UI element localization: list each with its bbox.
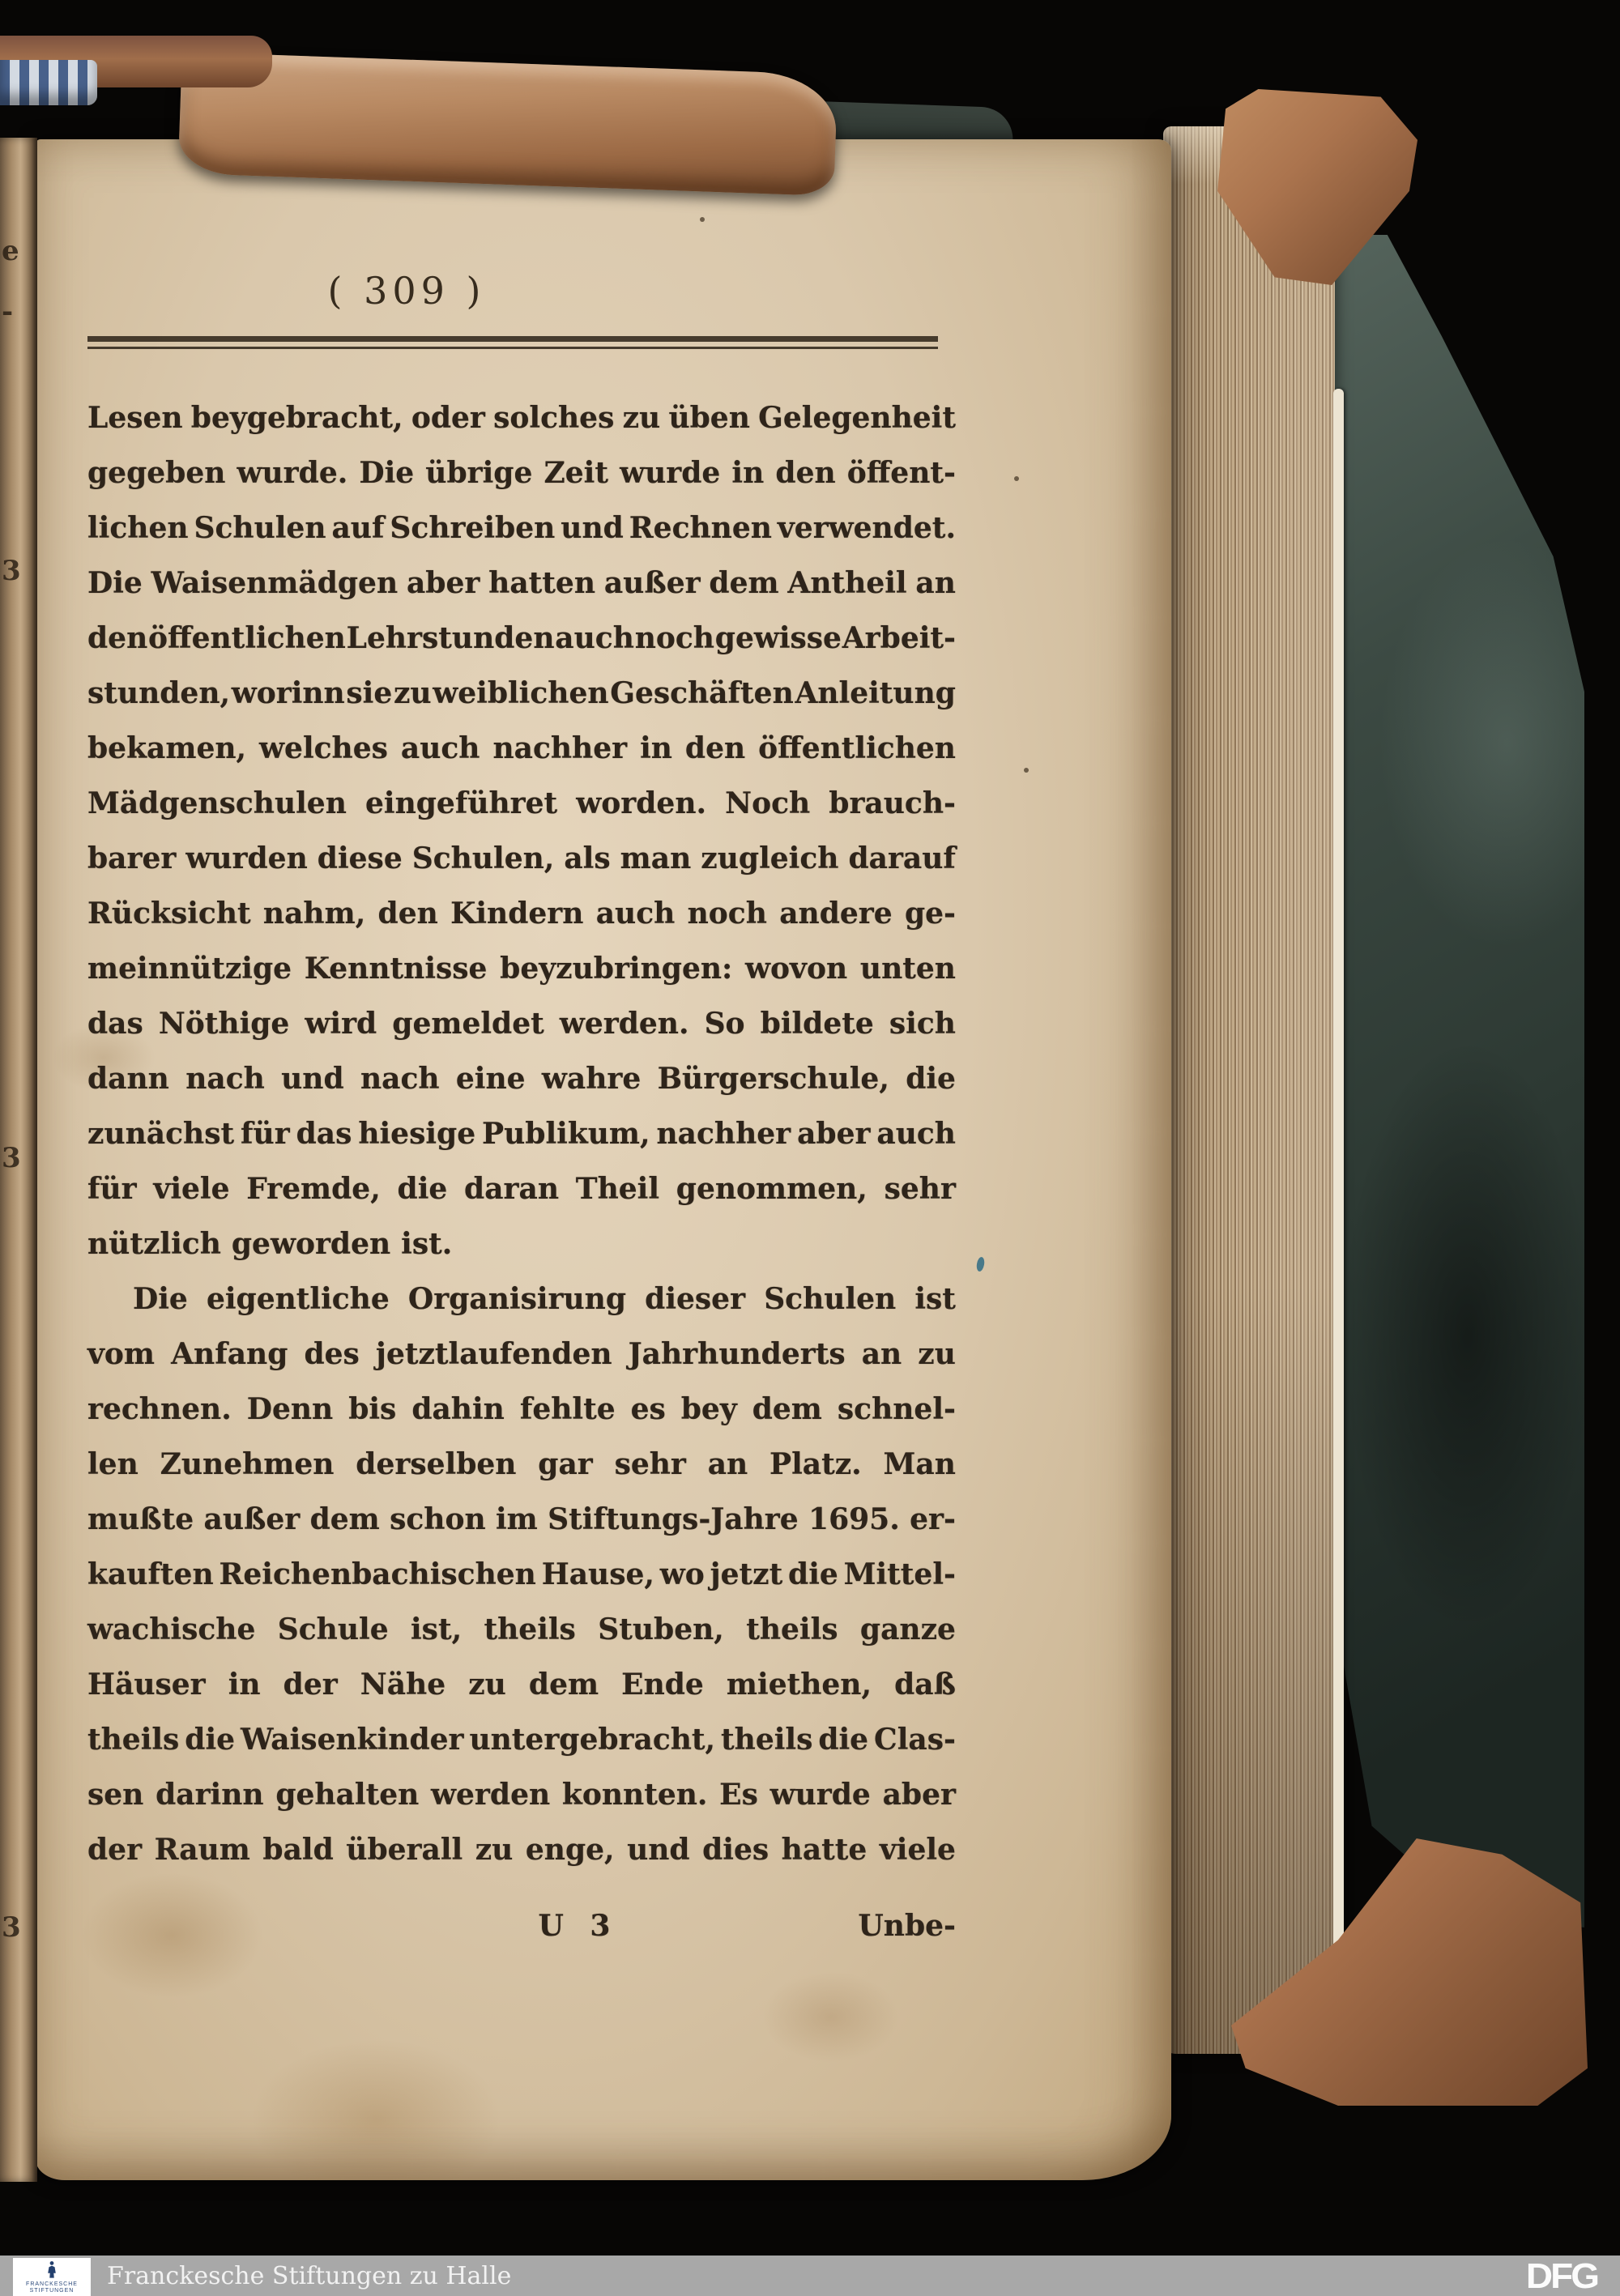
text-line: theils die Waisenkinder untergebracht, theils die Clas-: [87, 1723, 956, 1757]
paper-speck: [1024, 768, 1029, 773]
paper-speck: [1014, 476, 1019, 481]
text-line: Häuser in der Nähe zu dem Ende miethen, daß: [87, 1668, 956, 1702]
headband-fabric: [0, 60, 97, 105]
facing-page-text-fragment: 3: [2, 555, 21, 587]
text-line: dann nach und nach eine wahre Bürgerschule, die: [87, 1062, 956, 1096]
institution-label: Franckesche Stiftungen zu Halle: [107, 2261, 512, 2290]
text-line: zunächst für das hiesige Publikum, nachher aber auch: [87, 1117, 956, 1151]
catchword: Unbe-: [858, 1909, 956, 1943]
text-line: vom Anfang des jetztlaufenden Jahrhunderts an zu: [87, 1337, 956, 1371]
text-line: Die eigentliche Organisirung dieser Schulen ist: [133, 1282, 956, 1316]
text-line: Rücksicht nahm, den Kindern auch noch andere ge-: [87, 897, 956, 931]
text-line: stunden, worinn sie zu weiblichen Geschäften Anleitung: [87, 676, 956, 710]
text-line: Mädgenschulen eingeführet worden. Noch brauch-: [87, 786, 956, 820]
text-line: nützlich geworden ist.: [87, 1227, 453, 1261]
viewer-footer-bar: [0, 2256, 1620, 2296]
top-page-edge: [1333, 389, 1344, 2017]
franckesche-stiftungen-logo: [13, 2258, 91, 2296]
header-rule: [87, 336, 938, 349]
dfg-logo: DFG: [1525, 2256, 1597, 2296]
text-line: mußte außer dem schon im Stiftungs-Jahre 1695. er-: [87, 1502, 956, 1536]
logo-text-line2: STIFTUNGEN: [29, 2287, 75, 2294]
book-page: [36, 139, 1171, 2180]
signature-row: [87, 1898, 956, 1953]
text-line: Lesen beygebracht, oder solches zu üben Gelegenheit: [87, 401, 956, 435]
text-line: lichen Schulen auf Schreiben und Rechnen verwendet.: [87, 511, 956, 545]
text-line: bekamen, welches auch nachher in den öffentlichen: [87, 731, 956, 765]
logo-text-line1: FRANCKESCHE: [26, 2281, 78, 2287]
text-block: [87, 390, 956, 1953]
text-line: für viele Fremde, die daran Theil genommen, sehr: [87, 1172, 956, 1206]
facing-page-edge: [0, 138, 37, 2182]
facing-page-text-fragment: 3: [2, 1911, 21, 1944]
facing-page-text-fragment: e: [2, 235, 19, 267]
paper-speck: [700, 217, 705, 222]
text-line: barer wurden diese Schulen, als man zugleich darauf: [87, 841, 956, 875]
page-number: ( 309 ): [327, 269, 486, 313]
leather-spine-band: [178, 52, 838, 196]
text-line: den öffentlichen Lehrstunden auch noch gewisse Arbeit-: [87, 621, 956, 655]
text-line: meinnützige Kenntnisse beyzubringen: wovon unten: [87, 952, 956, 986]
text-line: sen darinn gehalten werden konnten. Es wurde aber: [87, 1778, 956, 1812]
facing-page-fragments: [0, 138, 37, 2182]
text-line: kauften Reichenbachischen Hause, wo jetzt die Mittel-: [87, 1557, 956, 1591]
book-cover-right: [1325, 235, 1584, 1928]
text-line: das Nöthige wird gemeldet werden. So bildete sich: [87, 1007, 956, 1041]
page-stack-fore-edge: [1163, 126, 1335, 2054]
text-line: rechnen. Denn bis dahin fehlte es bey dem schnel-: [87, 1392, 956, 1426]
facing-page-text-fragment: -: [2, 296, 14, 328]
text-line: wachische Schule ist, theils Stuben, theils ganze: [87, 1612, 956, 1646]
text-line: gegeben wurde. Die übrige Zeit wurde in den öffent-: [87, 456, 956, 490]
text-line: der Raum bald überall zu enge, und dies hatte viele: [87, 1833, 956, 1867]
francke-statue-icon: [45, 2260, 58, 2281]
body-text: [87, 390, 956, 1877]
signature-mark: U 3: [538, 1909, 619, 1943]
facing-page-text-fragment: 3: [2, 1142, 21, 1174]
text-line: Die Waisenmädgen aber hatten außer dem Antheil an: [87, 566, 956, 600]
text-line: len Zunehmen derselben gar sehr an Platz. Man: [87, 1447, 956, 1481]
spacer: [87, 1898, 482, 1953]
